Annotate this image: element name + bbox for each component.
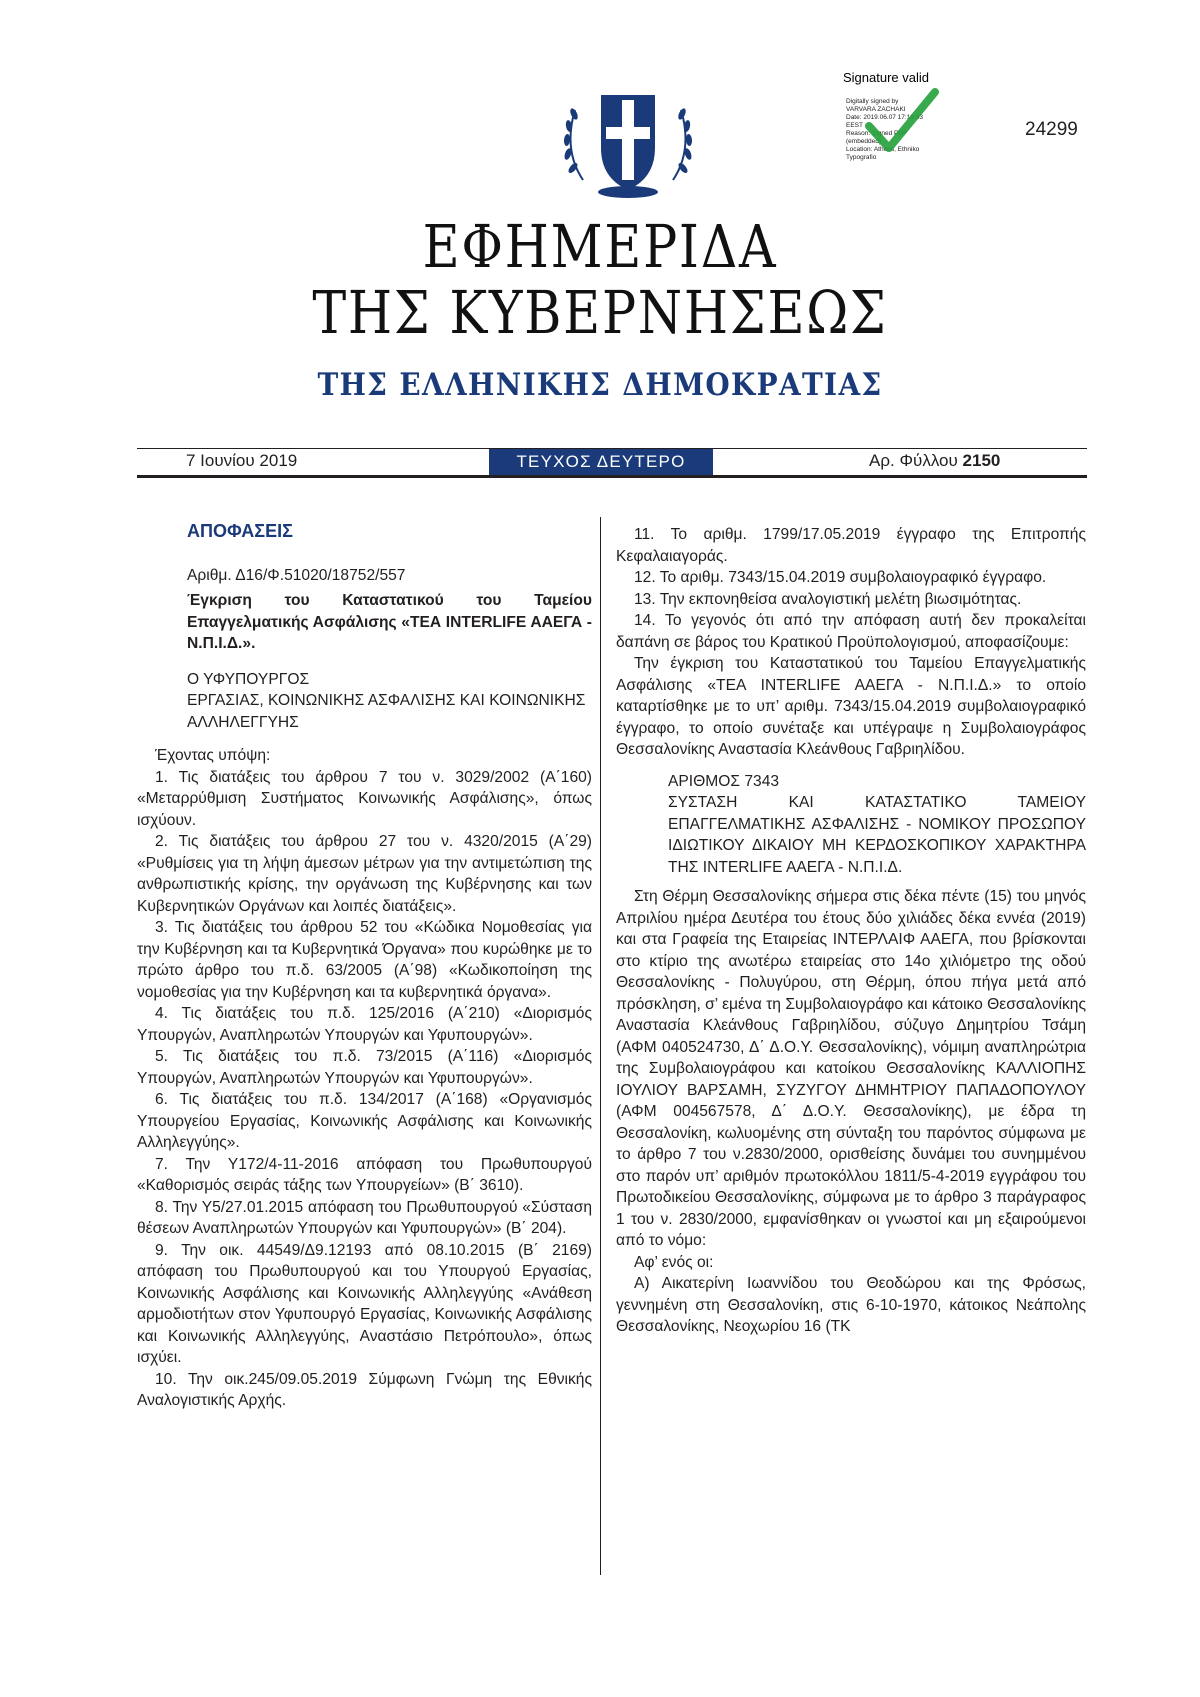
gazette-title-line-1: ΕΦΗΜΕΡΙΔΑ (422, 212, 778, 281)
party-a: Α) Αικατερίνη Ιωαννίδου του Θεοδώρου και της Φρόσως, γεννημένη στη Θεσσαλονίκη, στις 6-10-1970, κάτοικος Νεάπολης Θεσσαλονίκης, Νεοχωρίου 16 (ΤΚ (616, 1275, 1086, 1335)
considering-heading: Έχοντας υπόψη: (155, 747, 271, 764)
list-item: 4. Τις διατάξεις του π.δ. 125/2016 (Α΄210) «Διορισμός Υπουργών, Αναπληρωτών Υπουργών και Υφυπουργών». (137, 1005, 592, 1044)
deed-body: Στη Θέρμη Θεσσαλονίκης σήμερα στις δέκα πέντε (15) του μηνός Απριλίου ημέρα Δευτέρα του έτους δύο χιλιάδες δέκα εννέα (2019) και στα Γραφεία της Εταιρείας ΙΝΤΕΡΛΑΙΦ ΑΑΕΓΑ, που βρίσκονται στο κτίριο της ανωτέρω εταιρείας στο 14ο χιλιόμετρο της οδού Θεσσαλονίκης - Πολυγύρου, στη Θέρμη, όπου πήγα μετά από πρόσκληση, σ’ εμένα τη Συμβολαιογράφο και κάτοικο Θεσσαλονίκης Αναστασία Κλεάνθους Γαβριηλίδου, σύζυγο Δημητρίου Τσάμη (ΑΦΜ 040524730, Δ΄ Δ.Ο.Υ. Θεσσαλονίκης), νόμιμη αναπληρώτρια της Συμβολαιογράφου και κατοίκου Θεσσαλονίκης ΚΑΛΛΙΟΠΗΣ ΙΟΥΛΙΟΥ ΒΑΡΣΑΜΗ, ΣΥΖΥΓΟΥ ΔΗΜΗΤΡΙΟΥ ΠΑΠΑΔΟΠΟΥΛΟΥ (ΑΦΜ 004567578, Δ΄ Δ.Ο.Υ. Θεσσαλονίκης), με έδρα τη Θεσσαλονίκη, κωλυομένης στη σύνταξη του παρόντος σύμφωνα με το άρθρο 7 του ν.2830/2000, ορισθείσης δυνάμει του συνημμένου στο παρόν υπ’ αριθμόν πρωτοκόλλου 1811/5-4-2019 εγγράφου του Πρωτοδικείου Θεσσαλονίκης, σύμφωνα με το άρθρο 3 παράγραφος 1 του ν. 2830/2000, εμφανίσθηκαν οι γνωστοί και μη εξαιρούμενοι από το νόμο: (616, 888, 1086, 1249)
header-rule-bottom (137, 475, 1087, 478)
decision-number: Αριθμ. Δ16/Φ.51020/18752/557 (187, 566, 406, 584)
signature-line: EEST (846, 122, 863, 129)
decision-title: Έγκριση του Καταστατικού του Ταμείου Επαγγελματικής Ασφάλισης «ΤΕΑ INTERLIFE AΑΕΓΑ - Ν.Π.Ι.Δ.». (187, 592, 592, 652)
approval-paragraph: Την έγκριση του Καταστατικού του Ταμείου Επαγγελματικής Ασφάλισης «ΤΕΑ INTERLIFE AΑΕΓΑ - Ν.Π.Ι.Δ.» το οποίο καταρτίσθηκε με το υπ’ αριθμ. 7343/15.04.2019 συμβολαιογραφικό έγγραφο, το οποίο συνέταξε και υπέγραψε η Συμβολαιογράφος Θεσσαλονίκης Αναστασία Κλεάνθους Γαβριηλίδου. (616, 655, 1086, 758)
list-item: 13. Την εκπονηθείσα αναλογιστική μελέτη βιωσιμότητας. (634, 590, 1022, 608)
gazette-subtitle: ΤΗΣ ΕΛΛΗΝΙΚΗΣ ΔΗΜΟΚΡΑΤΙΑΣ (317, 367, 883, 403)
greek-coat-of-arms-icon (553, 80, 703, 205)
checkmark-icon (861, 82, 941, 162)
signature-line: Typografio (846, 154, 877, 161)
column-divider (600, 517, 601, 1575)
signature-line: VARVARA ZACHAKI (846, 106, 906, 113)
deed-title: ΣΥΣΤΑΣΗ ΚΑΙ ΚΑΤΑΣΤΑΤΙΚΟ ΤΑΜΕΙΟΥ ΕΠΑΓΓΕΛΜΑΤΙΚΗΣ ΑΣΦΑΛΙΣΗΣ - ΝΟΜΙΚΟΥ ΠΡΟΣΩΠΟΥ ΙΔΙΩΤΙΚΟΥ ΔΙΚΑΙΟΥ ΜΗ ΚΕΡΔΟΣΚΟΠΙΚΟΥ ΧΑΡΑΚΤΗΡΑ ΤΗΣ INTERLIFE AΑΕΓΑ - Ν.Π.Ι.Δ. (668, 794, 1086, 876)
digital-signature (843, 70, 983, 165)
issue-series-badge: ΤΕΥΧΟΣ ΔΕΥΤΕΡΟ (489, 449, 713, 475)
right-column (616, 524, 1086, 1338)
list-item: 12. Το αριθμ. 7343/15.04.2019 συμβολαιογραφικό έγγραφο. (634, 569, 1047, 586)
deed-number: ΑΡΙΘΜΟΣ 7343 (668, 772, 780, 790)
parties-intro: Αφ’ ενός οι: (634, 1253, 714, 1271)
list-item: 10. Την οικ.245/09.05.2019 Σύμφωνη Γνώμη της Εθνικής Αναλογιστικής Αρχής. (137, 1370, 592, 1409)
authority-title: Ο ΥΦΥΠΟΥΡΓΟΣ (187, 670, 310, 688)
signature-line: Date: 2019.06.07 17:19:33 (846, 114, 923, 121)
signature-title: Signature valid (843, 70, 929, 85)
list-item: 8. Την Υ5/27.01.2015 απόφαση του Πρωθυπουργού «Σύσταση θέσεων Αναπληρωτών Υπουργών και Υφυπουργών» (Β΄ 204). (137, 1198, 592, 1237)
list-item: 14. Το γεγονός ότι από την απόφαση αυτή δεν προκαλείται δαπάνη σε βάρος του Κρατικού Προϋπολογισμού, αποφασίζουμε: (616, 612, 1086, 651)
list-item: 9. Την οικ. 44549/Δ9.12193 από 08.10.2015 (Β΄ 2169) απόφαση του Πρωθυπουργού και του Υπουργού Εργασίας, Κοινωνικής Ασφάλισης και Κοινωνικής Αλληλεγγύης «Ανάθεση αρμοδιοτήτων στον Υφυπουργό Εργασίας, Κοινωνικής Ασφάλισης και Κοινωνικής Αλληλεγγύης, Αναστάσιο Πετρόπουλο», όπως ισχύει. (137, 1241, 592, 1366)
authority-ministry: ΕΡΓΑΣΙΑΣ, ΚΟΙΝΩΝΙΚΗΣ ΑΣΦΑΛΙΣΗΣ ΚΑΙ ΚΟΙΝΩΝΙΚΗΣ ΑΛΛΗΛΕΓΓΥΗΣ (187, 692, 586, 731)
list-item: 1. Τις διατάξεις του άρθρου 7 του ν. 3029/2002 (Α΄160) «Μεταρρύθμιση Συστήματος Κοινωνικής Ασφάλισης», όπως ισχύουν. (137, 768, 592, 829)
issue-date: 7 Ιουνίου 2019 (186, 451, 298, 470)
list-item: 6. Τις διατάξεις του π.δ. 134/2017 (Α΄168) «Οργανισμός Υπουργείου Εργασίας, Κοινωνικής Ασφάλισης και Κοινωνικής Αλληλεγγύης». (137, 1091, 592, 1151)
list-item: 11. Το αριθμ. 1799/17.05.2019 έγγραφο της Επιτροπής Κεφαλαιαγοράς. (616, 526, 1086, 565)
signature-line: Reason: Signed PDF (846, 130, 908, 137)
gazette-title-line-2: ΤΗΣ ΚΥΒΕΡΝΗΣΕΩΣ (312, 278, 888, 347)
signature-line: (embedded) (846, 138, 882, 145)
list-item: 2. Τις διατάξεις του άρθρου 27 του ν. 4320/2015 (Α΄29) «Ρυθμίσεις για τη λήψη άμεσων μέτρων για την αντιμετώπιση της ανθρωπιστικής κρίσης, την οργάνωση της Κυβέρνησης και των Κυβερνητικών Οργάνων και λοιπές διατάξεις». (137, 833, 592, 915)
section-heading: ΑΠΟΦΑΣΕΙΣ (187, 521, 293, 541)
list-item: 5. Τις διατάξεις του π.δ. 73/2015 (Α΄116) «Διορισμός Υπουργών, Αναπληρωτών Υπουργών και Υφυπουργών». (137, 1048, 592, 1087)
signature-line: Digitally signed by (846, 98, 899, 105)
page-number: 24299 (1025, 119, 1078, 140)
left-column (137, 521, 592, 1412)
list-item: 3. Τις διατάξεις του άρθρου 52 του «Κώδικα Νομοθεσίας για την Κυβέρνηση και τα Κυβερνητικά Όργανα» που κυρώθηκε με το πρώτο άρθρο του π.δ. 63/2005 (Α΄98) «Κωδικοποίηση της νομοθεσίας για την Κυβέρνηση και τα κυβερνητικά όργανα». (137, 919, 592, 1001)
sheet-label: Αρ. Φύλλου (869, 451, 958, 470)
list-item: 7. Την Υ172/4-11-2016 απόφαση του Πρωθυπουργού «Καθορισμός σειράς τάξης των Υπουργείων» (Β΄ 3610). (137, 1155, 592, 1194)
deed-heading (668, 771, 1086, 879)
sheet-number (869, 451, 1000, 471)
issuing-authority (187, 669, 592, 734)
sheet-number-value: 2150 (962, 451, 1001, 470)
signature-line: Location: Athens, Ethniko (846, 146, 920, 153)
